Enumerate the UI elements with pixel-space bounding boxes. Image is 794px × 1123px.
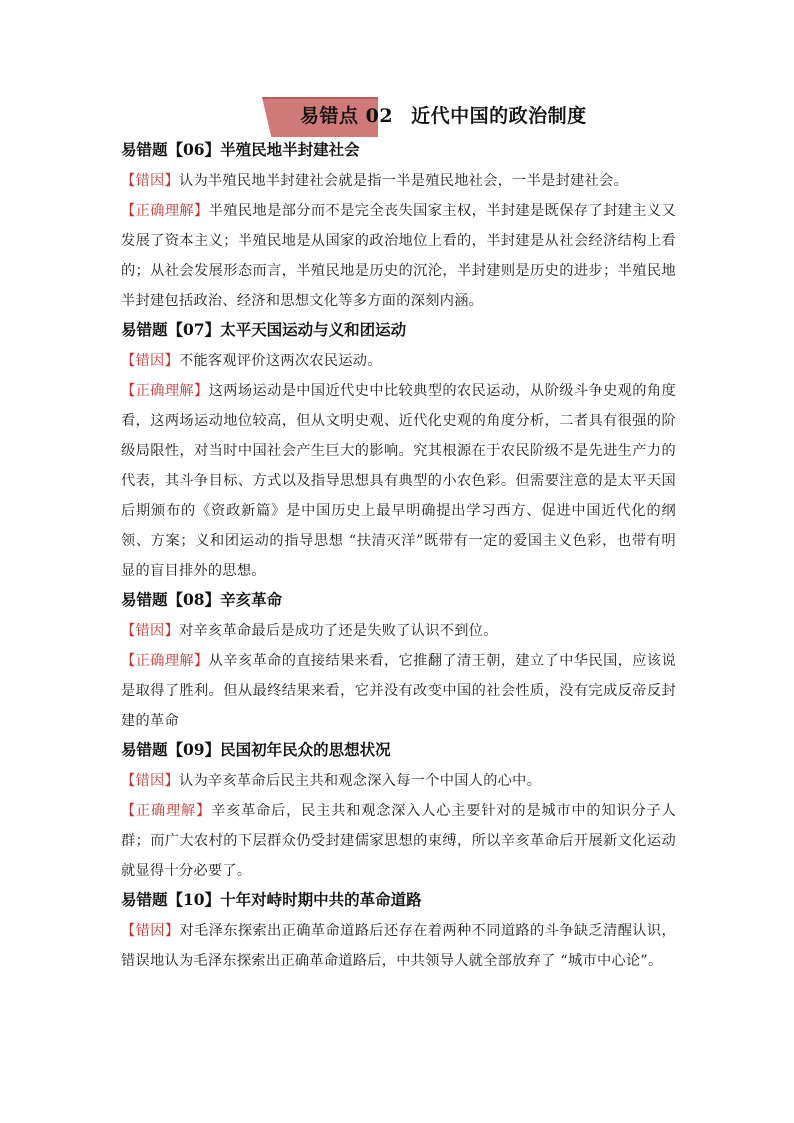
- section-06: [121, 138, 676, 316]
- correct-understanding-label: 【正确理解】: [121, 383, 209, 399]
- section-heading: 易错题【08】辛亥革命: [121, 590, 283, 609]
- error-cause-label: 【错因】: [121, 623, 179, 639]
- section-heading: 易错题【09】民国初年民众的思想状况: [121, 740, 391, 759]
- error-cause-text: 对毛泽东探索出正确革命道路后还存在着两种不同道路的斗争缺乏清醒认识，错误地认为毛泽东探索出正确革命道路后，中共领导人就全部放弃了 “城市中心论”。: [121, 923, 677, 969]
- error-cause-label: 【错因】: [121, 173, 179, 189]
- title-topic: 近代中国的政治制度: [411, 105, 587, 127]
- section-08: [121, 588, 676, 736]
- correct-understanding-text: 半殖民地是部分而不是完全丧失国家主权，半封建是既保存了封建主义又发展了资本主义；半殖民地是从国家的政治地位上看的，半封建是从社会经济结构上看的；从社会发展形态而言，半殖民地是历史的沉沦，半封建则是历史的进步；半殖民地半封建包括政治、经济和思想文化等多方面的深刻内涵。: [121, 203, 676, 309]
- error-cause-text: 不能客观评价这两次农民运动。: [178, 353, 382, 369]
- error-cause-label: 【错因】: [121, 923, 180, 939]
- section-09: [121, 738, 676, 886]
- error-cause-label: 【错因】: [121, 353, 179, 369]
- error-cause-text: 认为半殖民地半封建社会就是指一半是殖民地社会，一半是封建社会。: [178, 173, 629, 189]
- section-heading: 易错题【10】十年对峙时期中共的革命道路: [121, 890, 422, 909]
- correct-understanding-text: 辛亥革命后，民主共和观念深入人心主要针对的是城市中的知识分子人群；而广大农村的下层群众仍受封建儒家思想的束缚，所以辛亥革命后开展新文化运动就显得十分必要了。: [121, 803, 676, 879]
- error-cause: [121, 766, 676, 796]
- correct-understanding: [121, 796, 676, 886]
- error-cause: [121, 616, 676, 646]
- error-cause-text: 对辛亥革命最后是成功了还是失败了认识不到位。: [178, 623, 498, 639]
- correct-understanding-label: 【正确理解】: [121, 803, 212, 819]
- error-cause-label: 【错因】: [121, 773, 179, 789]
- error-cause: [121, 916, 676, 976]
- error-cause-text: 认为辛亥革命后民主共和观念深入每一个中国人的心中。: [178, 773, 542, 789]
- correct-understanding-text: 这两场运动是中国近代史中比较典型的农民运动，从阶级斗争史观的角度看，这两场运动地位较高，但从文明史观、近代化史观的角度分析，二者具有很强的阶级局限性，对当时中国社会产生巨大的影响。究其根源在于农民阶级不是先进生产力的代表，其斗争目标、方式以及指导思想具有典型的小农色彩。但需要注意的是太平天国后期颁布的《资政新篇》是中国历史上最早明确提出学习西方、促进中国近代化的纲领、方案；义和团运动的指导思想 “扶清灭洋”既带有一定的爱国主义色彩，也带有明显的盲目排外的思想。: [121, 383, 676, 579]
- section-heading: 易错题【06】半殖民地半封建社会: [121, 140, 360, 159]
- section-07: [121, 318, 676, 586]
- error-cause: [121, 166, 676, 196]
- correct-understanding-text: 从辛亥革命的直接结果来看，它推翻了清王朝，建立了中华民国，应该说是取得了胜利。但从最终结果来看，它并没有改变中国的社会性质，没有完成反帝反封建的革命: [121, 653, 676, 729]
- title-number: 易错点 02: [300, 105, 394, 127]
- section-10: [121, 888, 676, 976]
- correct-understanding: [121, 646, 676, 736]
- page-title-block: [262, 97, 682, 137]
- error-cause: [121, 346, 676, 376]
- correct-understanding-label: 【正确理解】: [121, 203, 209, 219]
- section-heading: 易错题【07】太平天国运动与义和团运动: [121, 320, 407, 339]
- document-body: [121, 136, 676, 976]
- correct-understanding: [121, 376, 676, 586]
- correct-understanding: [121, 196, 676, 316]
- page-title: [300, 101, 587, 128]
- correct-understanding-label: 【正确理解】: [121, 653, 209, 669]
